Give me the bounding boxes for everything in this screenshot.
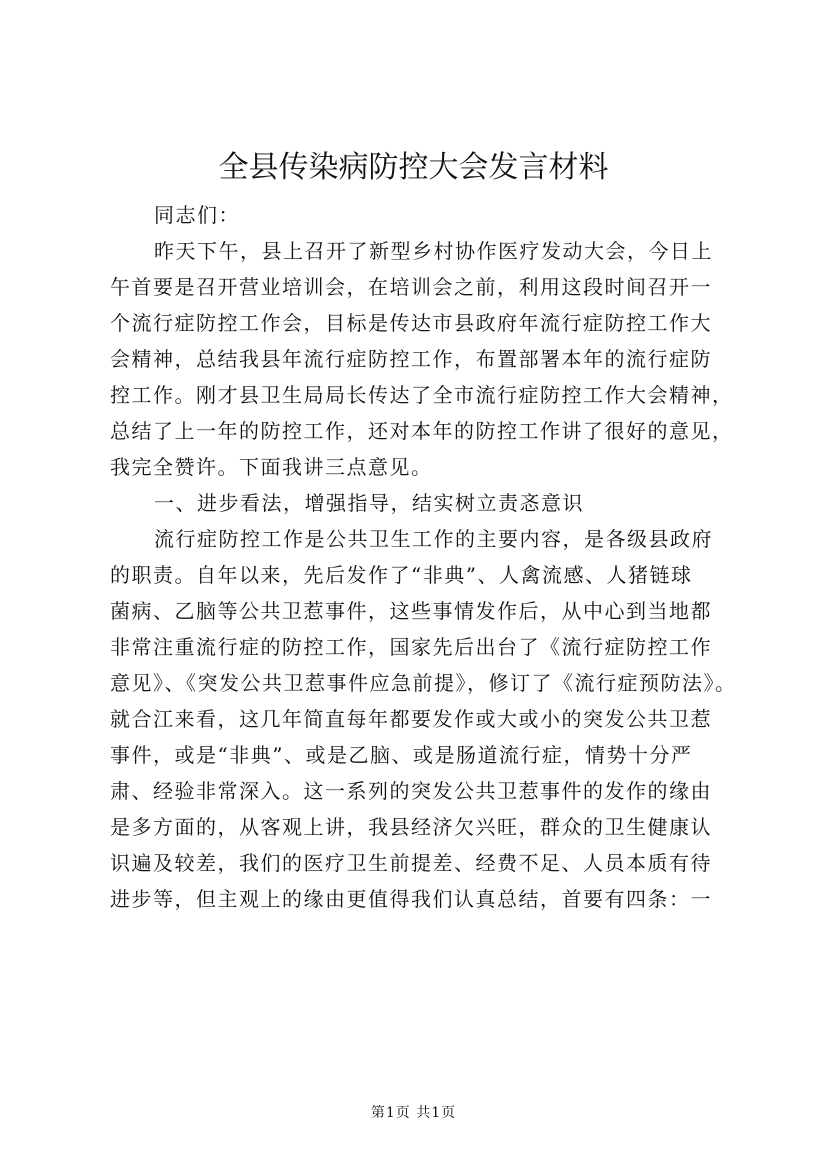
paragraph-line: 就合江来看，这几年简直每年都要发作或大或小的突发公共卫惹 xyxy=(110,707,712,731)
paragraph-line: 我完全赞许。下面我讲三点意见。 xyxy=(110,455,433,479)
page-number: 第1页 共1页 xyxy=(370,1105,457,1121)
paragraph-line: 总结了上一年的防控工作，还对本年的防控工作讲了很好的意见， xyxy=(110,419,734,443)
paragraph-line: 识遍及较差，我们的医疗卫生前提差、经费不足、人员本质有待 xyxy=(110,851,712,875)
paragraph-line: 控工作。刚才县卫生局局长传达了全市流行症防控工作大会精神， xyxy=(110,383,734,407)
document-title: 全县传染病防控大会发言材料 xyxy=(218,150,609,185)
paragraph-line: 菌病、乙脑等公共卫惹事件，这些事情发作后，从中心到当地都 xyxy=(110,599,712,623)
paragraph-line: 的职责。自年以来，先后发作了“非典”、人禽流感、人猪链球 xyxy=(110,563,693,587)
paragraph-line: 个流行症防控工作会，目标是传达市县政府年流行症防控工作大 xyxy=(110,311,712,335)
document-body xyxy=(110,197,737,917)
paragraph-line: 昨天下午，县上召开了新型乡村协作医疗发动大会，今日上 xyxy=(154,239,713,263)
paragraph-line: 午首要是召开营业培训会，在培训会之前，利用这段时间召开一 xyxy=(110,275,712,299)
paragraph-line: 是多方面的，从客观上讲，我县经济欠兴旺，群众的卫生健康认 xyxy=(110,815,712,839)
paragraph-line: 意见》、《突发公共卫惹事件应急前提》，修订了《流行症预防法》。 xyxy=(110,671,737,695)
salutation-line: 同志们： xyxy=(154,203,240,227)
paragraph-line: 流行症防控工作是公共卫生工作的主要内容，是各级县政府 xyxy=(154,527,713,551)
paragraph-line: 会精神，总结我县年流行症防控工作，布置部署本年的流行症防 xyxy=(110,347,712,371)
paragraph-line: 非常注重流行症的防控工作，国家先后出台了《流行症防控工作 xyxy=(110,635,712,659)
paragraph-line: 进步等，但主观上的缘由更值得我们认真总结，首要有四条：一 xyxy=(110,887,712,911)
paragraph-line: 肃、经验非常深入。这一系列的突发公共卫惹事件的发作的缘由 xyxy=(110,779,712,803)
section-heading: 一、进步看法，增强指导，结实树立责忞意识 xyxy=(154,491,584,515)
paragraph-line: 事件，或是“非典”、或是乙脑、或是肠道流行症，情势十分严 xyxy=(110,743,693,767)
